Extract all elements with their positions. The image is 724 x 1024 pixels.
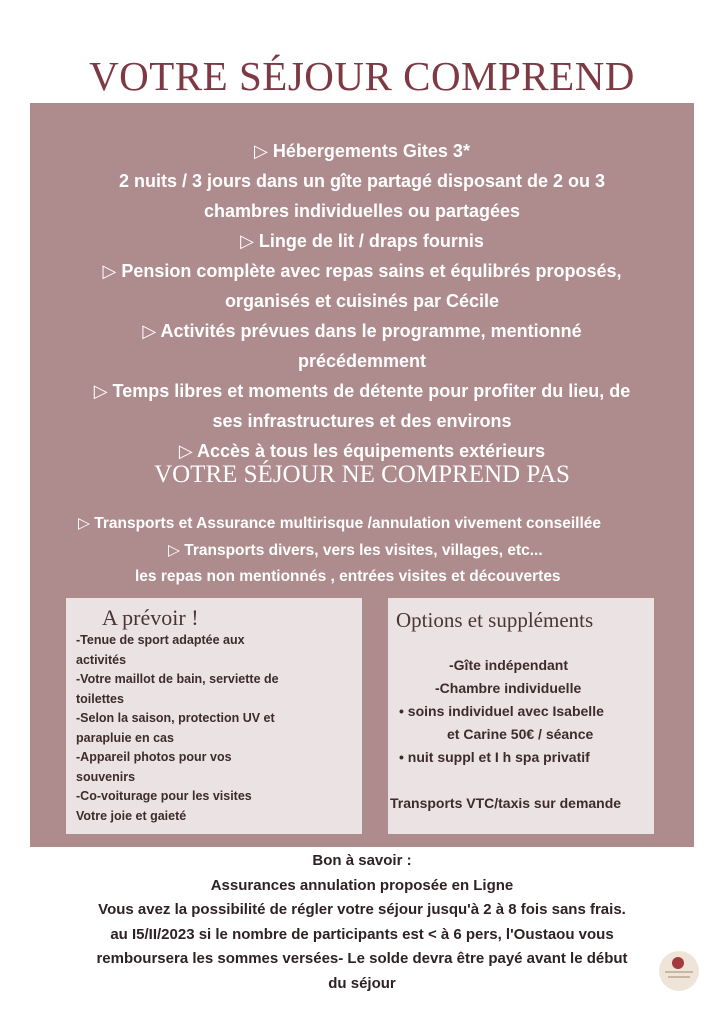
prevoir-item: souvenirs xyxy=(76,769,136,784)
options-item xyxy=(399,769,665,792)
footer-line: au I5/II/2023 si le nombre de participants est < à 6 pers, l'Oustaou vous xyxy=(110,925,614,943)
excluded-line: les repas non mentionnés , entrées visites et découvertes xyxy=(135,568,561,585)
footer-line: Assurances annulation proposée en Ligne xyxy=(210,876,514,894)
excluded-line: ▷ Transports divers, vers les visites, villages, etc... xyxy=(168,541,543,559)
included-line: ▷ Activités prévues dans le programme, mentionné xyxy=(142,321,582,341)
included-line: chambres individuelles ou partagées xyxy=(203,201,521,221)
options-item: -Chambre individuelle xyxy=(435,680,582,696)
included-list xyxy=(0,136,724,466)
prevoir-item: -Selon la saison, protection UV et xyxy=(76,711,275,725)
prevoir-item: parapluie en cas xyxy=(76,730,174,745)
prevoir-box xyxy=(66,598,362,834)
excluded-line: ▷ Transports et Assurance multirisque /annulation vivement conseillée xyxy=(78,515,601,532)
included-line: précédemment xyxy=(297,351,427,371)
included-line: 2 nuits / 3 jours dans un gîte partagé disposant de 2 ou 3 xyxy=(118,171,606,191)
options-item: • nuit suppl et I h spa privatif xyxy=(399,749,590,765)
footer-line: Vous avez la possibilité de régler votre séjour jusqu'à 2 à 8 fois sans frais. xyxy=(98,901,626,918)
included-line: ▷ Accès à tous les équipements extérieurs xyxy=(178,441,546,461)
logo-script xyxy=(668,976,690,978)
prevoir-item: activités xyxy=(76,652,127,667)
prevoir-list xyxy=(76,631,279,826)
options-item: • soins individuel avec Isabelle xyxy=(399,703,604,719)
included-line: ses infrastructures et des environs xyxy=(212,411,512,431)
logo-script xyxy=(665,971,693,973)
prevoir-item: -Tenue de sport adaptée aux xyxy=(76,633,245,647)
options-list xyxy=(388,654,654,815)
brand-logo xyxy=(659,951,699,991)
included-line: ▷ Hébergements Gites 3* xyxy=(254,141,470,161)
section-subtitle: VOTRE SÉJOUR NE COMPREND PAS xyxy=(154,461,570,488)
options-item: -Gîte indépendant xyxy=(449,657,568,673)
options-title: Options et suppléments xyxy=(396,608,594,632)
prevoir-title: A prévoir ! xyxy=(102,605,199,630)
options-item: Transports VTC/taxis sur demande xyxy=(390,795,622,811)
page-title: VOTRE SÉJOUR COMPREND xyxy=(89,53,635,99)
prevoir-item: -Co-voiturage pour les visites xyxy=(76,789,252,803)
footer-line: remboursera les sommes versées- Le solde devra être payé avant le début xyxy=(96,950,628,967)
footer-line: Bon à savoir : xyxy=(312,852,412,869)
options-box xyxy=(388,598,654,834)
included-line: ▷ Linge de lit / draps fournis xyxy=(240,231,484,251)
prevoir-item: -Appareil photos pour vos xyxy=(76,750,232,764)
included-line: ▷ Temps libres et moments de détente pour profiter du lieu, de xyxy=(93,381,631,401)
footer-line: du séjour xyxy=(328,974,396,992)
flower-icon xyxy=(672,957,684,969)
footer-notes xyxy=(0,849,724,996)
excluded-list xyxy=(0,511,724,591)
prevoir-item: -Votre maillot de bain, serviette de xyxy=(76,672,279,686)
options-item: et Carine 50€ / séance xyxy=(447,726,594,742)
prevoir-item: toilettes xyxy=(76,691,124,706)
prevoir-item: Votre joie et gaieté xyxy=(76,808,187,823)
included-line: organisés et cuisinés par Cécile xyxy=(224,291,500,311)
included-line: ▷ Pension complète avec repas sains et équlibrés proposés, xyxy=(102,261,622,281)
